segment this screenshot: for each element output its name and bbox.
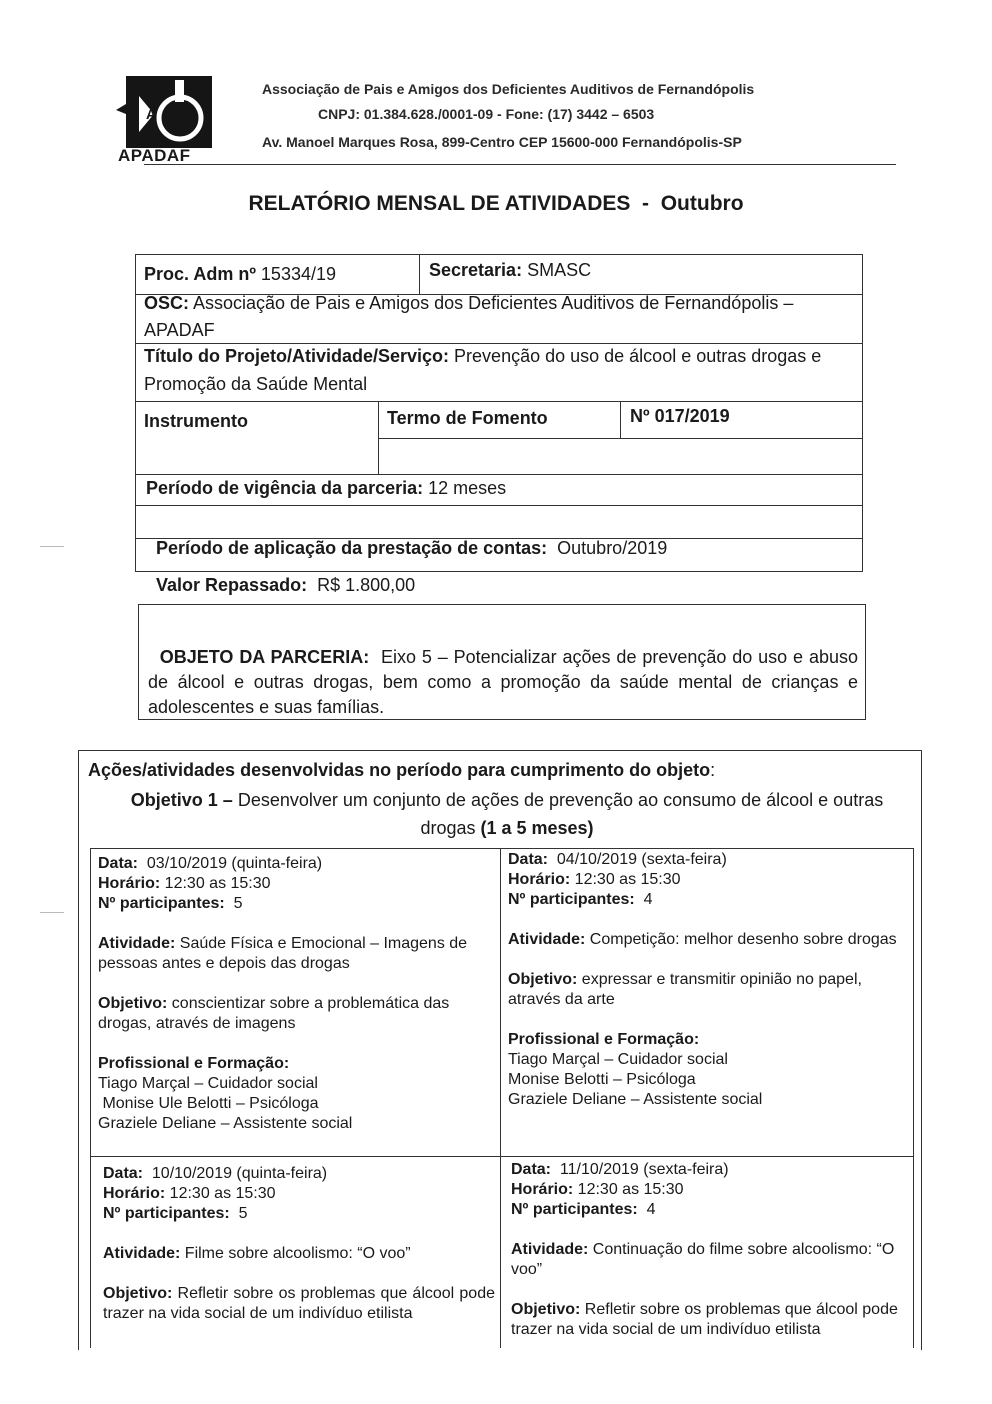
objetivo-1: Objetivo 1 – Desenvolver um conjunto de ações de prevenção ao consumo de álcool e outras drogas (1 a 5 meses) [130, 790, 884, 838]
instrumento-label: Instrumento [144, 411, 249, 431]
secretaria: Secretaria: SMASC [429, 260, 592, 280]
org-name: Associação de Pais e Amigos dos Deficientes Auditivos de Fernandópolis [262, 81, 755, 97]
numero-label: Nº 017/2019 [630, 406, 730, 426]
professional-name: Monise Ule Belotti – Psicóloga [98, 1095, 319, 1112]
proc-adm: Proc. Adm nº 15334/19 [144, 264, 336, 284]
acoes-heading: Ações/atividades desenvolvidas no período para cumprimento do objeto: [88, 760, 716, 780]
page-title: RELATÓRIO MENSAL DE ATIVIDADES - Outubro [248, 192, 744, 215]
osc: OSC: Associação de Pais e Amigos dos Deficientes Auditivos de Fernandópolis – APADAF [144, 293, 794, 340]
activity-card: Data: 03/10/2019 (quinta-feira) Horário: 12:30 as 15:30 Nº participantes: 5 Atividade: Saúde Física e Emocional – Imagens de pessoas antes e depois das drogas Objetivo: conscientizar sobre a problemática das drogas, através de imagens Profissional e Formação: Tiago Marçal – Cuidador social Monise Ule Belotti – Psicóloga Graziele Deliane – Assistente social [98, 854, 494, 1134]
scan-mark [40, 912, 64, 913]
logo-text: APADAF [118, 146, 191, 165]
activity-card: Data: 10/10/2019 (quinta-feira) Horário: 12:30 as 15:30 Nº participantes: 5 Atividade: Filme sobre alcoolismo: “O voo” Objetivo: Refletir sobre os problemas que álcool pode trazer na vida social de um indivíduo etilista [103, 1165, 495, 1322]
cnpj-line: CNPJ: 01.384.628./0001-09 - Fone: (17) 3442 – 6503 [318, 106, 655, 122]
valor-repassado: Valor Repassado: R$ 1.800,00 [156, 575, 416, 595]
termo-label: Termo de Fomento [387, 408, 548, 428]
org-address: Av. Manoel Marques Rosa, 899-Centro CEP 15600-000 Fernandópolis-SP [262, 134, 742, 150]
activity-card: Data: 04/10/2019 (sexta-feira) Horário: 12:30 as 15:30 Nº participantes: 4 Atividade: Competição: melhor desenho sobre drogas Objetivo: expressar e transmitir opinião no papel, através da arte Profissional e Formação: Tiago Marçal – Cuidador social Monise Belotti – Psicóloga Graziele Deliane – Assistente social [508, 850, 908, 1110]
vigencia: Período de vigência da parceria: 12 meses [146, 478, 507, 498]
professional-name: Tiago Marçal – Cuidador social [98, 1075, 318, 1092]
aplicacao: Período de aplicação da prestação de contas: Outubro/2019 [156, 538, 668, 558]
professional-name: Graziele Deliane – Assistente social [98, 1115, 353, 1132]
header-divider [144, 164, 896, 165]
activity-card: Data: 11/10/2019 (sexta-feira) Horário: 12:30 as 15:30 Nº participantes: 4 Atividade: Continuação do filme sobre alcoolismo: “O voo” Objetivo: Refletir sobre os problemas que álcool pode trazer na vida social de um indivíduo etilista [511, 1161, 898, 1338]
objeto-text: OBJETO DA PARCERIA: Eixo 5 – Potencializar ações de prevenção do uso e abuso de álcool e outras drogas, bem como a promoção da saúde mental de crianças e adolescentes e suas famílias. [148, 647, 864, 717]
professional-name: Tiago Marçal – Cuidador social [508, 1051, 728, 1068]
project-title: Título do Projeto/Atividade/Serviço: Prevenção do uso de álcool e outras drogas e Promoção da Saúde Mental [144, 346, 822, 394]
professional-name: Monise Belotti – Psicóloga [508, 1071, 696, 1088]
svg-text:A: A [146, 106, 157, 122]
professional-name: Graziele Deliane – Assistente social [508, 1091, 763, 1108]
scan-mark [40, 546, 64, 547]
